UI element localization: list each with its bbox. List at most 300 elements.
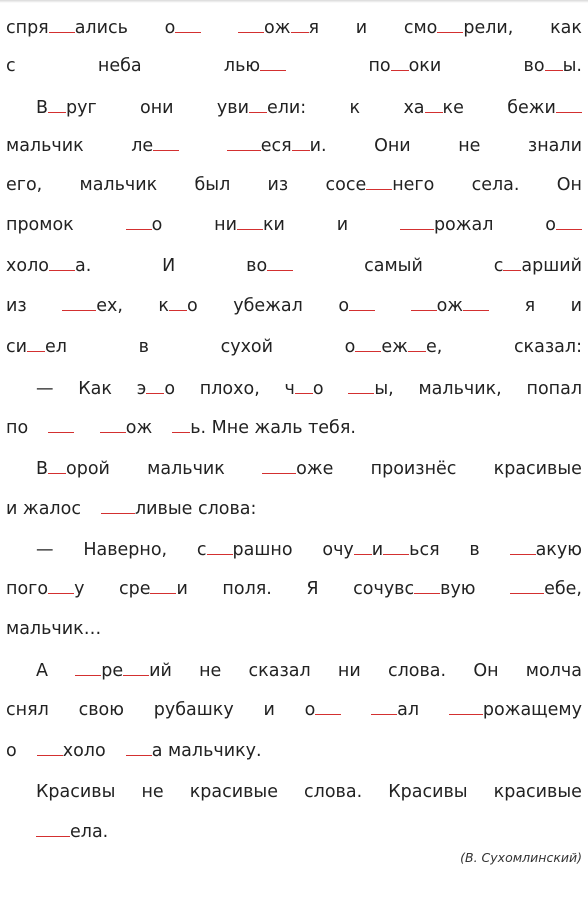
text-line [6,254,582,278]
text-fragment: не [458,136,481,156]
text-line [6,497,582,521]
blank-space [100,417,126,433]
text-fragment: рубашку [153,700,234,720]
text-fragment: ле [131,136,154,156]
text-fragment: произнёс [370,459,457,479]
text-fragment: о [164,379,176,399]
text-fragment: мальчик [6,136,84,156]
word-unit [510,577,582,601]
author-attribution: (В. Сухомлинский) [460,850,582,865]
word-unit [238,16,319,40]
word-unit [6,213,74,237]
word-unit [249,659,311,683]
blank-space [260,55,286,71]
text-line [6,739,582,763]
text-fragment: мальчик [79,175,158,195]
blank-space [503,255,521,271]
text-fragment: не [199,661,222,681]
cropped-top-line [0,0,588,3]
text-fragment: смо [403,18,438,38]
text-line [6,416,582,440]
word-unit [199,659,221,683]
text-fragment: ал [397,700,420,720]
word-unit [227,134,327,158]
text-fragment: пого [6,579,49,599]
text-fragment: него [392,175,435,195]
word-unit [263,698,274,722]
text-fragment: по [6,418,29,438]
text-fragment: уви [216,98,249,118]
text-fragment: снял [6,700,49,720]
blank-space [101,498,135,514]
word-unit [233,294,303,318]
text-fragment: сре [118,579,151,599]
text-fragment: орой [66,459,110,479]
blank-space [49,255,75,271]
blank-space [291,17,309,33]
word-unit [6,54,16,78]
word-unit [190,780,278,804]
text-fragment: бежи [507,98,556,118]
text-fragment: мальчик… [6,619,102,639]
word-unit [80,173,158,197]
text-fragment: Он [473,661,499,681]
word-unit [154,698,234,722]
text-fragment: свою [78,700,124,720]
text-fragment: е, [425,337,443,357]
word-unit [526,659,582,683]
blank-space [262,458,296,474]
word-unit [338,659,361,683]
blank-space [383,539,409,555]
blank-space [349,295,375,311]
blank-space [153,135,179,151]
word-unit [388,780,467,804]
text-fragment: а мальчику. [151,741,262,761]
word-unit [6,294,27,318]
text-fragment: и [263,700,275,720]
text-fragment: В [36,459,49,479]
text-fragment: ались [74,18,128,38]
blank-space [207,539,233,555]
blank-space [48,97,66,113]
word-space [74,416,80,440]
blank-space [411,295,437,311]
blank-space [75,660,101,676]
text-fragment: рашно [232,540,293,560]
text-fragment: ий [149,661,172,681]
word-unit [6,254,91,278]
text-fragment: Он [556,175,582,195]
text-fragment: ха [403,98,425,118]
word-unit [494,780,582,804]
blank-space [400,214,434,230]
text-fragment: ож [125,418,153,438]
text-fragment: и [336,215,349,235]
word-unit [197,538,293,562]
word-unit [262,457,333,481]
word-unit [571,294,582,318]
word-unit [305,698,342,722]
blank-space [315,699,341,715]
text-fragment: ься [409,540,440,560]
word-unit [222,577,271,601]
text-fragment: во [246,256,268,276]
word-unit [514,335,582,359]
text-fragment: поля. [222,579,272,599]
word-unit [545,213,582,237]
text-line [6,173,582,197]
blank-space [437,17,463,33]
word-unit [194,173,230,197]
text-fragment: о [151,215,163,235]
blank-space [391,55,409,71]
word-unit [217,96,306,120]
text-fragment: ех, [96,296,123,316]
word-unit [525,294,536,318]
text-fragment: и [371,540,384,560]
text-line [36,457,582,481]
text-fragment: оки [408,56,442,76]
text-fragment: я [524,296,536,316]
blank-space [408,336,426,352]
text-fragment: не [141,782,164,802]
word-unit [404,16,514,40]
blank-space [36,821,70,837]
blank-space [556,214,582,230]
blank-space [348,378,374,394]
word-unit [246,254,293,278]
word-unit [557,173,582,197]
text-fragment: и [355,18,368,38]
word-unit [494,254,582,278]
word-unit [337,213,348,237]
text-fragment: Наверно, [83,540,168,560]
word-unit [119,577,188,601]
word-unit [36,377,54,401]
blank-space [172,417,190,433]
word-unit [374,134,411,158]
word-unit [83,538,167,562]
text-fragment: его, [6,175,43,195]
text-fragment: к [158,296,169,316]
blank-space [295,378,313,394]
text-line [6,335,582,359]
word-unit [550,16,582,40]
text-fragment: ч [284,379,295,399]
word-unit [79,698,124,722]
word-unit [400,213,494,237]
text-fragment: акую [535,540,582,560]
word-unit [165,16,202,40]
text-fragment: — [36,379,54,399]
text-fragment: руг [66,98,97,118]
word-unit [364,254,423,278]
blank-space [48,417,74,433]
blank-space [62,295,96,311]
blank-space [371,699,397,715]
text-fragment: по [368,56,391,76]
text-fragment: и жалос [6,499,81,519]
word-unit [326,173,435,197]
text-fragment: я [308,18,320,38]
blank-space [150,578,176,594]
text-fragment: и [570,296,582,316]
text-line [6,54,582,78]
text-fragment: и. [309,136,327,156]
text-fragment: рожал [433,215,494,235]
text-line [36,820,582,844]
word-unit [524,54,582,78]
word-unit [388,659,446,683]
text-fragment: холо [6,256,49,276]
word-unit [224,54,286,78]
text-fragment: с [196,540,207,560]
word-unit [507,96,582,120]
text-line [36,538,582,562]
text-fragment: си [6,337,27,357]
word-unit [131,134,179,158]
text-fragment: а. [74,256,92,276]
text-fragment: мальчик, [418,379,502,399]
text-fragment: о [164,18,176,38]
blank-space [27,336,45,352]
text-fragment: во [523,56,545,76]
text-line [36,780,582,804]
text-fragment: сочувс [353,579,415,599]
blank-space [49,17,75,33]
blank-space [355,336,381,352]
text-fragment: сказал: [513,337,582,357]
text-fragment: промок [6,215,74,235]
text-fragment: неба [97,56,142,76]
blank-space [366,174,392,190]
blank-space [227,135,261,151]
text-fragment: у [74,579,85,599]
text-fragment: ре [101,661,124,681]
text-fragment: ки [262,215,285,235]
text-fragment: о [338,296,350,316]
text-fragment: с [493,256,504,276]
word-unit [494,457,582,481]
text-line [36,659,582,683]
text-fragment: Красивы [36,782,116,802]
word-unit [338,294,375,318]
word-unit [36,659,48,683]
text-fragment: слова. [304,782,363,802]
word-unit [322,538,439,562]
text-line [36,377,582,401]
blank-space [425,97,443,113]
text-fragment: — [36,540,54,560]
blank-space [463,295,489,311]
word-unit [62,294,123,318]
blank-space [267,255,293,271]
word-unit [304,780,362,804]
text-fragment: красивые [189,782,278,802]
word-unit [449,698,582,722]
word-unit [510,538,582,562]
text-fragment: был [194,175,231,195]
text-fragment: ы. [562,56,582,76]
word-unit [285,377,324,401]
text-fragment: слова. [387,661,447,681]
word-unit [348,377,393,401]
text-fragment: спря [6,18,49,38]
text-fragment: о [304,700,316,720]
text-fragment: ь. Мне жаль тебя. [190,418,356,438]
text-fragment: И [162,256,176,276]
blank-space [175,17,201,33]
text-fragment: э [136,379,147,399]
text-fragment: в [469,540,480,560]
word-unit [158,294,197,318]
text-fragment: рели, [463,18,514,38]
blank-space [48,458,66,474]
text-fragment: красивые [493,459,582,479]
text-fragment: села. [471,175,520,195]
text-fragment: арший [521,256,582,276]
text-fragment: Я [306,579,319,599]
word-unit [268,173,289,197]
blank-space [237,214,263,230]
blank-space [510,539,536,555]
text-fragment: А [36,661,48,681]
word-unit [411,294,489,318]
blank-space [545,55,563,71]
word-unit [141,780,163,804]
blank-space [123,660,149,676]
word-unit [418,377,501,401]
text-fragment: молча [525,661,582,681]
blank-space [146,378,164,394]
word-unit [353,577,475,601]
word-unit [78,377,112,401]
word-unit [371,457,457,481]
word-unit [371,698,419,722]
text-fragment: как [550,18,582,38]
word-unit [350,96,361,120]
word-unit [137,377,175,401]
word-unit [98,54,142,78]
text-fragment: мальчик [147,459,225,479]
blank-space [292,135,310,151]
text-fragment: в [138,337,149,357]
word-unit [147,457,225,481]
text-fragment: с [6,56,16,76]
word-unit [6,335,67,359]
word-unit [473,659,498,683]
blank-space [249,97,267,113]
text-fragment: ела. [70,822,109,842]
text-fragment: и [176,579,188,599]
text-fragment: из [267,175,289,195]
text-fragment: рожащему [482,700,582,720]
text-fragment: сухой [220,337,274,357]
text-fragment: к [349,98,361,118]
text-fragment: оже [296,459,334,479]
text-fragment: еся [260,136,292,156]
word-unit [36,538,54,562]
text-fragment: самый [364,256,423,276]
word-unit [345,335,443,359]
blank-space [37,740,63,756]
text-fragment: ож [436,296,464,316]
text-fragment: лью [223,56,261,76]
word-unit [139,335,149,359]
text-fragment: ели: [266,98,307,118]
text-fragment: о [6,741,17,761]
text-line [6,617,582,641]
word-unit [6,16,128,40]
word-unit [6,577,84,601]
text-fragment: вую [440,579,476,599]
blank-space [510,578,544,594]
text-fragment: о [545,215,556,235]
text-fragment: ож [264,18,291,38]
blank-space [556,97,582,113]
word-unit [403,96,463,120]
text-fragment: сказал [248,661,311,681]
text-fragment: В [36,98,49,118]
blank-space [238,17,264,33]
word-unit [356,16,367,40]
text-fragment: еж [381,337,408,357]
text-fragment: плохо, [199,379,260,399]
text-fragment: о [312,379,324,399]
text-line [6,577,582,601]
text-fragment: сосе [325,175,367,195]
word-unit [75,659,172,683]
word-unit [214,213,285,237]
word-unit [6,134,84,158]
text-line [6,294,582,318]
word-unit [469,538,479,562]
text-fragment: Красивы [388,782,468,802]
word-unit [472,173,520,197]
word-unit [221,335,273,359]
text-line [6,698,582,722]
word-unit [528,134,582,158]
word-unit [368,54,441,78]
text-fragment: очу [322,540,354,560]
blank-space [354,539,372,555]
text-fragment: Как [78,379,112,399]
text-fragment: ебе, [544,579,582,599]
text-fragment: ы, [374,379,394,399]
text-fragment: попал [526,379,582,399]
blank-space [449,699,483,715]
text-fragment: ливые слова: [134,499,257,519]
blank-space [169,295,187,311]
word-unit [36,96,97,120]
text-fragment: из [6,296,27,316]
text-fragment: убежал [233,296,303,316]
text-fragment: ни [214,215,237,235]
text-line [6,16,582,40]
word-unit [306,577,318,601]
word-unit [36,780,115,804]
blank-space [126,214,152,230]
text-line [6,134,582,158]
text-fragment: ке [442,98,464,118]
text-fragment: Они [374,136,411,156]
word-unit [36,457,110,481]
blank-space [126,740,152,756]
text-fragment: о [344,337,356,357]
text-fragment: они [140,98,174,118]
word-unit [140,96,174,120]
